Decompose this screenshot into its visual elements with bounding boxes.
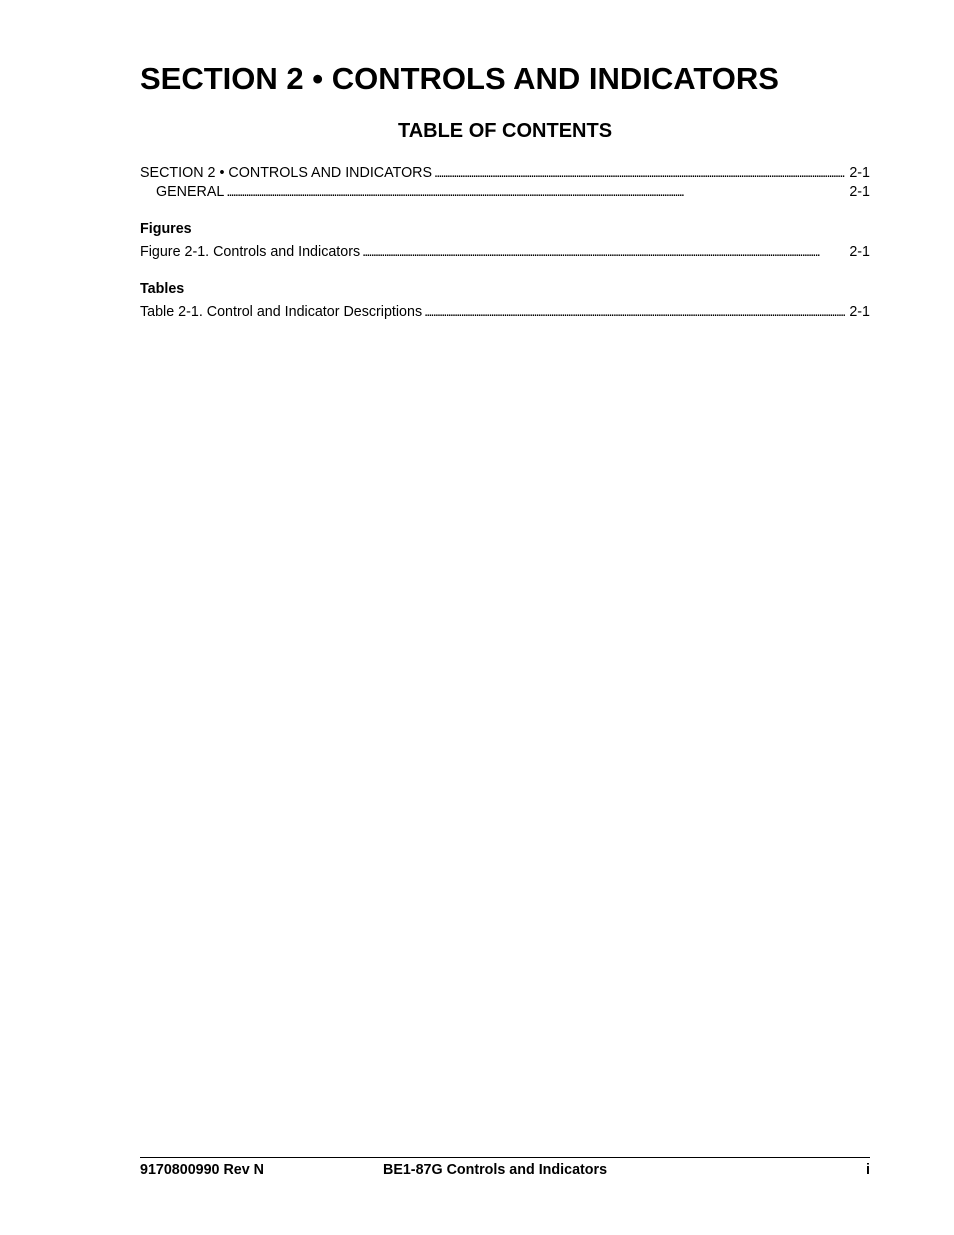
table-of-contents [140,164,870,322]
footer-page-number: i [866,1162,870,1178]
toc-entry-label: GENERAL [156,184,225,200]
tables-heading: Tables [140,281,185,297]
dot-leader [424,303,845,322]
section-title: SECTION 2 • CONTROLS AND INDICATORS [140,61,779,96]
toc-entry-page: 2-1 [849,184,870,200]
toc-entry-page: 2-1 [849,244,870,260]
toc-title: TABLE OF CONTENTS [397,120,613,142]
toc-entry-table-2-1[interactable] [140,303,870,322]
toc-entry-figure-2-1[interactable] [140,243,870,262]
toc-entry-label: Table 2-1. Control and Indicator Descriptions [140,304,423,320]
toc-entry-page: 2-1 [849,304,870,320]
figures-heading: Figures [140,221,192,237]
toc-entry-label: Figure 2-1. Controls and Indicators [140,244,361,260]
dot-leader [226,183,845,202]
footer-document-title: BE1-87G Controls and Indicators [383,1162,608,1178]
toc-entry-section-2[interactable] [140,164,870,183]
page-footer [140,1157,870,1178]
dot-leader [362,243,845,262]
toc-entry-general[interactable] [140,183,870,202]
toc-entry-label: SECTION 2 • CONTROLS AND INDICATORS [140,165,433,181]
toc-entry-page: 2-1 [849,165,870,181]
footer-document-id: 9170800990 Rev N [140,1162,265,1178]
dot-leader [434,164,845,183]
